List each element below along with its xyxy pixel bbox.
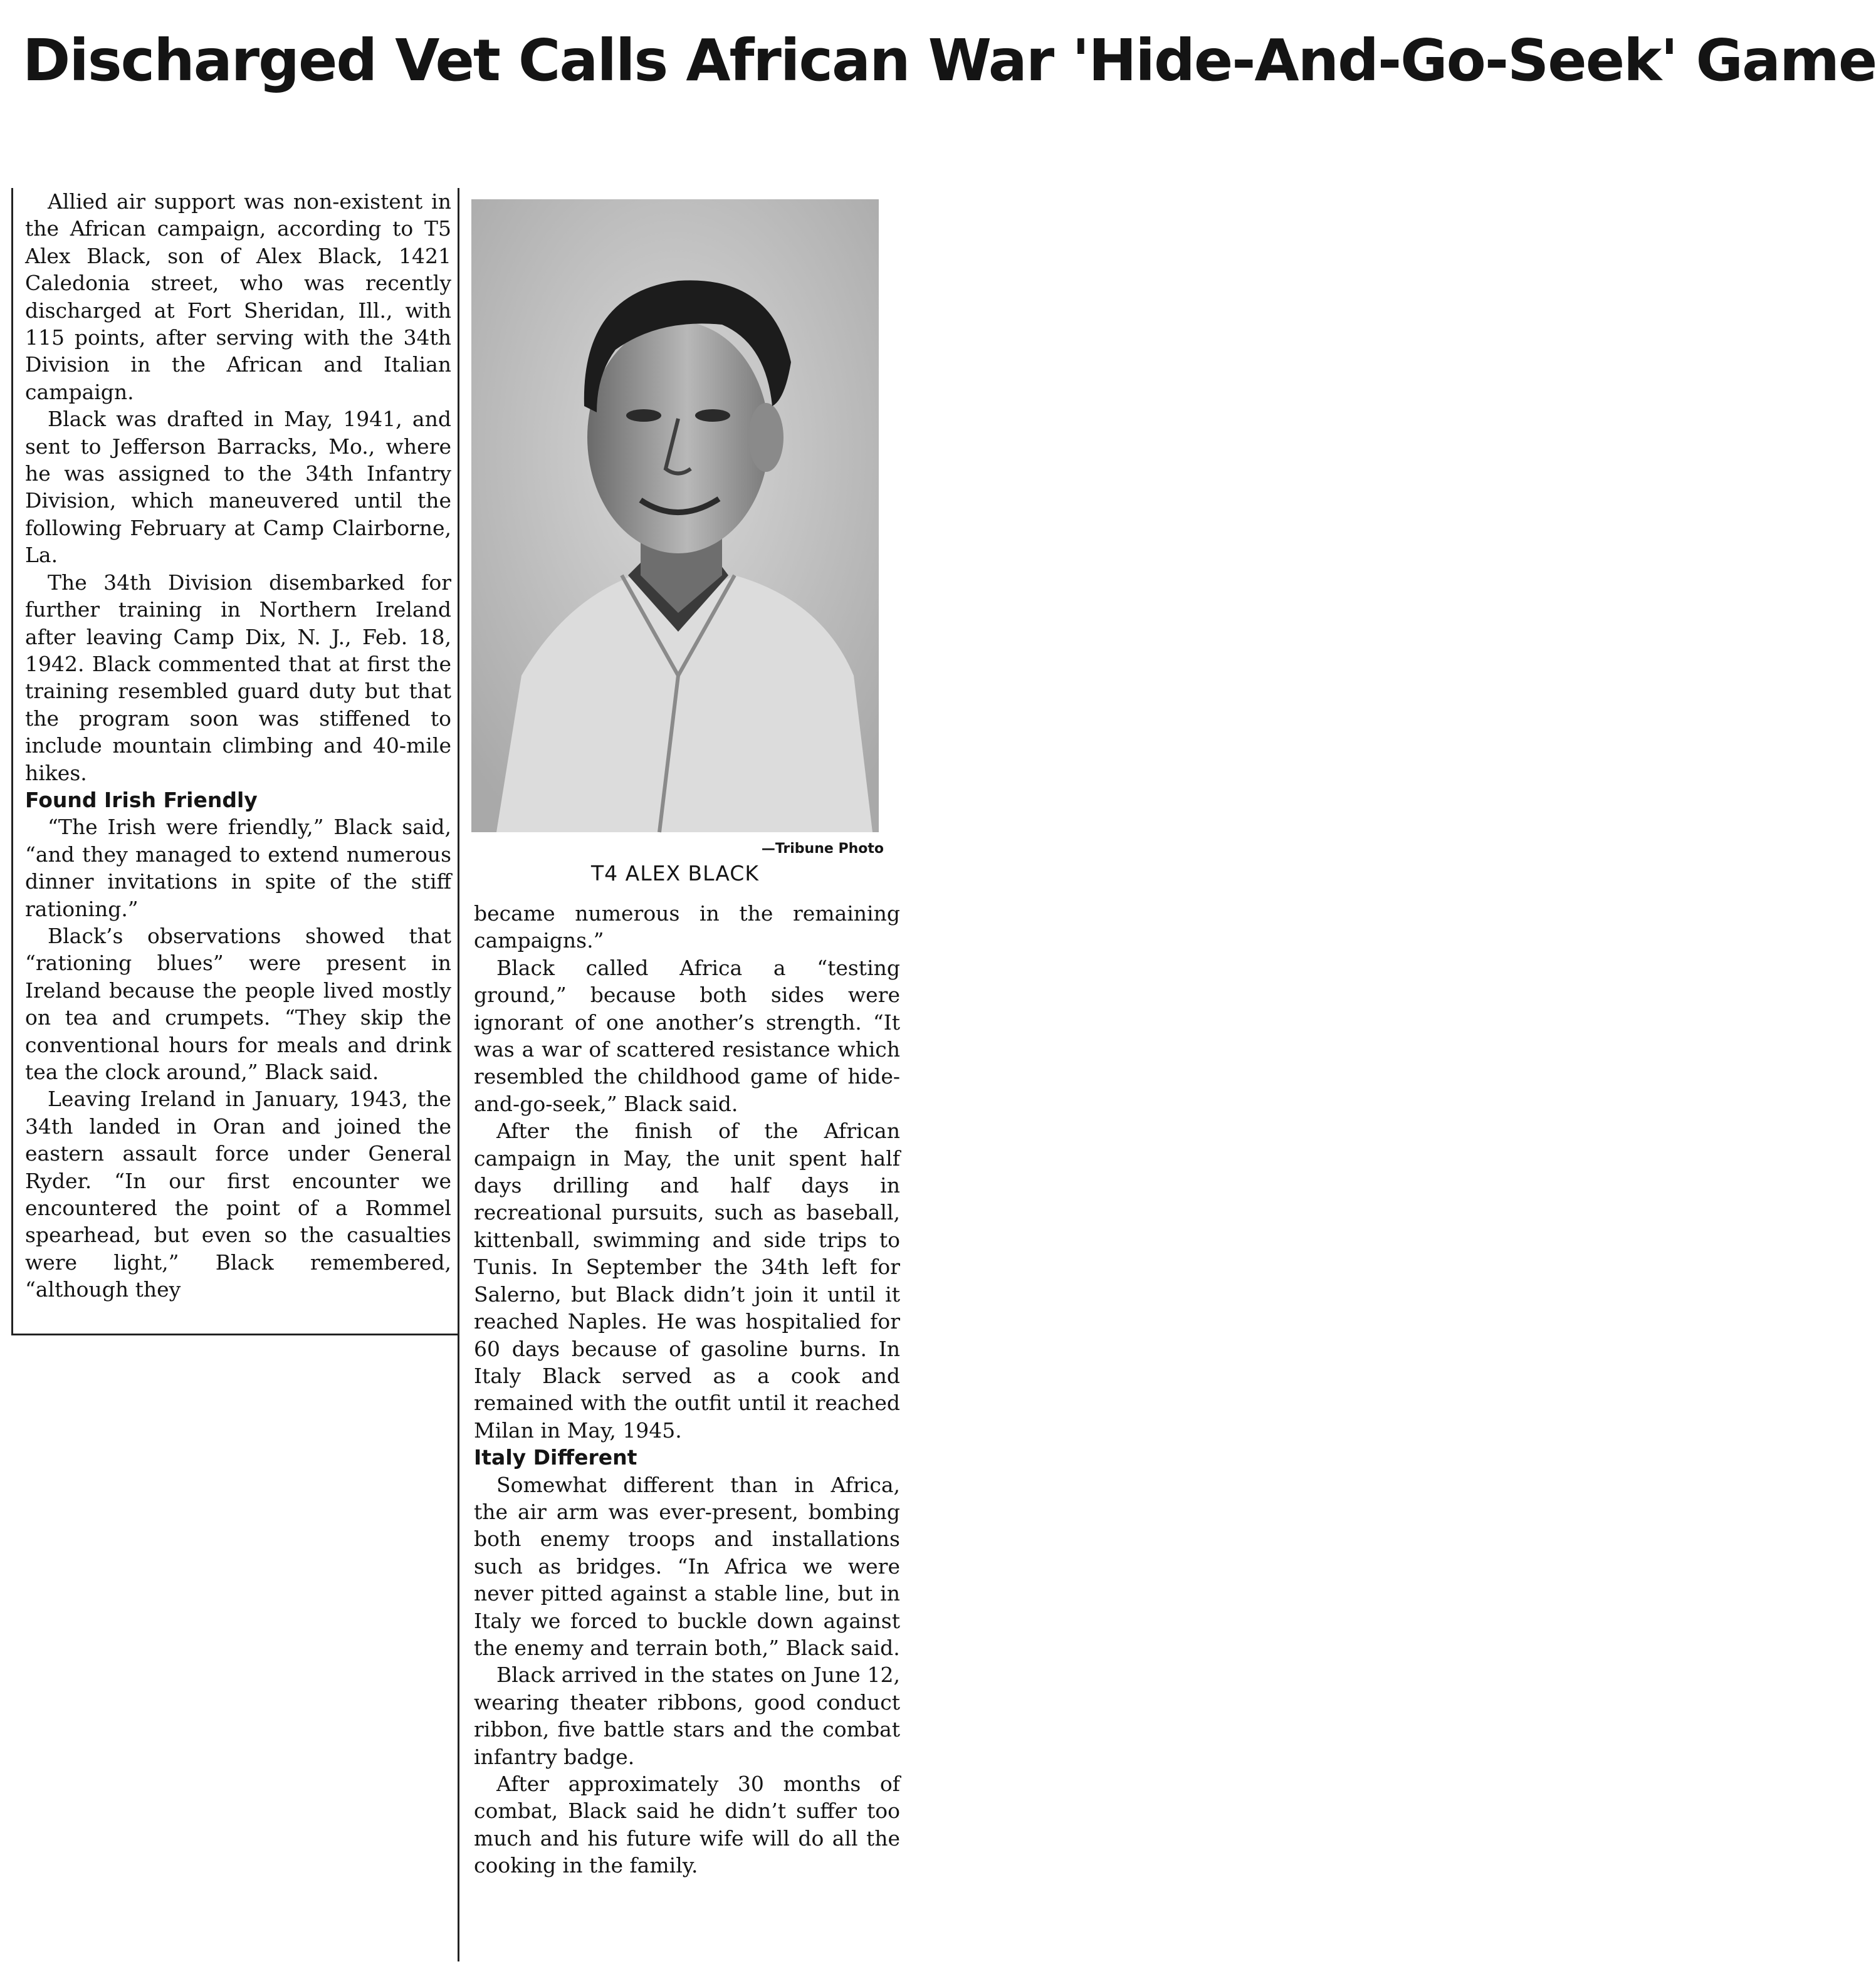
headline: Discharged Vet Calls African War 'Hide-And-Go-Seek' Game [23, 27, 1876, 94]
portrait-photo [471, 199, 879, 832]
column-divider-rule [458, 188, 459, 1961]
portrait-image [471, 199, 879, 832]
paragraph: Black was drafted in May, 1941, and sent to Jefferson Barracks, Mo., where he was assigned to the 34th Infantry Division, which maneuvered until the following February at Camp Clairborne, La. [25, 407, 451, 568]
paragraph: “The Irish were friendly,” Black said, “and they managed to extend numerous dinner invitations in spite of the stiff rationing.” [25, 815, 451, 921]
left-edge-rule [11, 188, 13, 1335]
article-column-right [474, 900, 900, 1879]
paragraph: became numerous in the remaining campaigns.” [474, 901, 900, 953]
paragraph: Somewhat different than in Africa, the air arm was ever-present, bombing both enemy troops and installations such as bridges. “In Africa we were never pitted against a stable line, but in Italy we forced to buckle down against the enemy and terrain both,” Black said. [474, 1472, 900, 1660]
left-column-bottom-rule [11, 1334, 458, 1335]
paragraph: After the finish of the African campaign in May, the unit spent half days drilling and half days in recreational pursuits, such as baseball, kittenball, swimming and side trips to Tunis. In September the 34th left for Salerno, but Black didn’t join it until it reached Naples. He was hospitalied for 60 days because of gasoline burns. In Italy Black served as a cook and remained with the outfit until it reached Milan in May, 1945. [474, 1119, 900, 1443]
subheading: Found Irish Friendly [25, 787, 258, 812]
subheading: Italy Different [474, 1445, 637, 1470]
paragraph: Allied air support was non-existent in the African campaign, according to T5 Alex Black, son of Alex Black, 1421 Caledonia street, who was recently discharged at Fort Sheridan, Ill., with 115 points, after serving with the 34th Division in the African and Italian campaign. [25, 189, 451, 404]
paragraph: After approximately 30 months of combat, Black said he didn’t suffer too much and his future wife will do all the cooking in the family. [474, 1772, 900, 1878]
paragraph: Black arrived in the states on June 12, wearing theater ribbons, good conduct ribbon, five battle stars and the combat infantry badge. [474, 1663, 900, 1769]
paragraph: Black’s observations showed that “rationing blues” were present in Ireland because the people lived mostly on tea and crumpets. “They skip the conventional hours for meals and drink tea the clock around,” Black said. [25, 923, 451, 1084]
photo-caption: T4 ALEX BLACK [590, 861, 759, 885]
article-column-left [25, 188, 451, 1303]
paragraph: The 34th Division disembarked for further training in Northern Ireland after leaving Camp Dix, N. J., Feb. 18, 1942. Black commented that at first the training resembled guard duty but that the program soon was stiffened to include mountain climbing and 40-mile hikes. [25, 570, 451, 785]
paragraph: Black called Africa a “testing ground,” because both sides were ignorant of one another’s strength. “It was a war of scattered resistance which resembled the childhood game of hide-and-go-seek,” Black said. [474, 955, 900, 1116]
photo-credit: —Tribune Photo [761, 841, 884, 857]
paragraph: Leaving Ireland in January, 1943, the 34th landed in Oran and joined the eastern assault force under General Ryder. “In our first encounter we encountered the point of a Rommel spearhead, but even so the casualties were light,” Black remembered, “although they [25, 1087, 451, 1302]
